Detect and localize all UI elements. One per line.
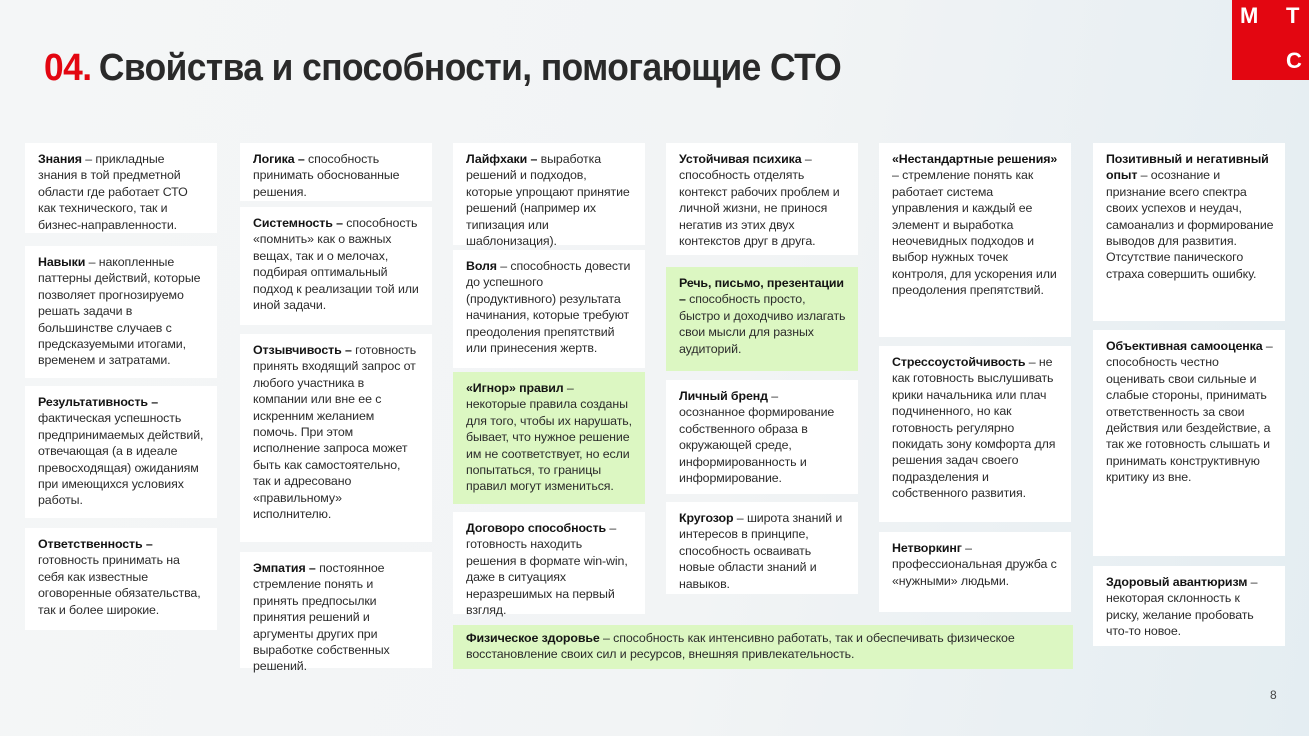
card-term: Стрессоустойчивость	[892, 355, 1026, 369]
card-term: Кругозор	[679, 511, 734, 525]
card-term: «Нестандартные решения»	[892, 152, 1058, 166]
card-term: Навыки	[38, 255, 86, 269]
mts-logo	[1232, 0, 1309, 80]
card-desc: способность честно оценивать свои сильные и слабые стороны, принимать ответственность за свои действия или бездействие, а так же готовность слышать и принимать конструктивную критику из вне.	[1106, 355, 1271, 485]
card-term: Объективная самооценка	[1106, 339, 1263, 353]
card-desc: профессиональная дружба с «нужными» людьми.	[892, 557, 1057, 588]
card-logika	[240, 143, 432, 201]
card-desc: способность просто, быстро и доходчиво излагать свои мысли для разных аудиторий.	[679, 292, 846, 356]
card-fizicheskoe-zdorovye: Физическое здоровье – способность как интенсивно работать, так и обеспечивать физическое восстановление своих сил и ресурсов, внешняя привлекательность.	[453, 625, 1073, 669]
card-term: Воля	[466, 259, 497, 273]
card-otzyvchivost	[240, 334, 432, 542]
card-term: Ответственность –	[38, 537, 153, 551]
card-term: Здоровый авантюризм	[1106, 575, 1248, 589]
card-desc: – готовность находить решения в формате win-win, даже в ситуациях неразрешимых на первый взгляд.	[466, 521, 628, 618]
card-term: Речь, письмо, презентации –	[679, 276, 844, 307]
card-desc: широта знаний и интересов в принципе, способность осваивать новые области знаний и навыков.	[679, 511, 843, 591]
card-desc: осознание и признание всего спектра своих успехов и неудач, самоанализ и формирование выводов для развития. Отсутствие панического страха совершить ошибку.	[1106, 168, 1274, 281]
card-desc: – некоторая склонность к риску, желание пробовать что-то новое.	[1106, 575, 1258, 639]
card-navyki: Навыки – накопленные паттерны действий, которые позволяет прогнозируемо решать задачи в большинстве случаев с предсказуемыми итогами, временем и затратами.	[25, 246, 217, 378]
card-desc: стремление понять как работает система управления и каждый ее элемент и выработка неочевидных подходов и выбор нужных точек контроля, для ускорения или преодоления препятствий.	[892, 168, 1057, 298]
card-term: Знания	[38, 152, 82, 166]
card-term: Логика –	[253, 152, 305, 166]
card-term: Договоро способность	[466, 521, 607, 535]
page-number: 8	[1270, 688, 1277, 702]
card-stressoustoychivost: Стрессоустойчивость – не как готовность выслушивать крики начальника или плач подчиненного, но как готовность регулярно покидать зону комфорта для решения задач своего подразделения и собственного развития.	[879, 346, 1071, 522]
card-ustoychivaya-psikhika: Устойчивая психика – способность отделять контекст рабочих проблем и личной жизни, не принося негатив из этих двух контекстов друг в друга.	[666, 143, 858, 255]
card-desc: способность довести до успешного (продуктивного) результата начинания, которые требуют преодоления препятствий или принесения жертв.	[466, 259, 631, 356]
card-rech-pismo	[666, 267, 858, 371]
card-desc: фактическая успешность предпринимаемых действий, отвечающая (а в идеале превосходящая) ожиданиям при имеющихся условиях работы.	[38, 411, 204, 508]
card-term: Личный бренд	[679, 389, 768, 403]
card-desc: некоторые правила созданы для того, чтобы их нарушать, бывает, что нужное решение им не соответствует, но если попытаться, то границы правил могут измениться.	[466, 397, 632, 494]
card-term: Эмпатия –	[253, 561, 316, 575]
card-znaniya: Знания – прикладные знания в той предметной области где работает СТО как технического, так и бизнес-направленности.	[25, 143, 217, 233]
card-term: Нетворкинг	[892, 541, 962, 555]
card-term: Лайфхаки –	[466, 152, 538, 166]
logo-letter-m: М	[1240, 3, 1259, 28]
card-desc: выработка решений и подходов, которые упрощают принятие решений (например их типизация или шаблонизация).	[466, 152, 630, 249]
card-pozitivnyy-opyt: Позитивный и негативный опыт – осознание и признание всего спектра своих успехов и неудач, самоанализ и формирование выводов для развития. Отсутствие панического страха совершить ошибку.	[1093, 143, 1285, 321]
card-otvetstvennost	[25, 528, 217, 630]
card-term: Системность –	[253, 216, 343, 230]
card-desc: прикладные знания в той предметной области где работает СТО как технического, так и бизнес-направленности.	[38, 152, 188, 232]
title-text: Свойства и способности, помогающие СТО	[98, 47, 842, 89]
logo-letter-s: С	[1286, 48, 1302, 73]
card-nestandartnye-resheniya: «Нестандартные решения» – стремление понять как работает система управления и каждый ее элемент и выработка неочевидных подходов и выбор нужных точек контроля, для ускорения или преодоления препятствий.	[879, 143, 1071, 337]
card-term: Отзывчивость –	[253, 343, 352, 357]
card-desc: не как готовность выслушивать крики начальника или плач подчиненного, но как готовность регулярно покидать зону комфорта для решения задач своего подразделения и собственного развития.	[892, 355, 1056, 501]
card-term: Устойчивая психика	[679, 152, 802, 166]
card-desc: накопленные паттерны действий, которые позволяет прогнозируемо решать задачи в большинстве случаев с предсказуемыми итогами, временем и затратами.	[38, 255, 201, 368]
card-dogovorosposobnost	[453, 512, 645, 618]
card-desc: готовность принять входящий запрос от любого участника в компании или вне ее с искренним желанием помочь. При этом исполнение запроса может быть как самостоятельно, так и адресовано «правильному» исполнителю.	[253, 343, 417, 522]
card-desc: готовность принимать на себя как известные оговоренные обязательства, так и более широкие.	[38, 553, 201, 617]
card-volya: Воля – способность довести до успешного (продуктивного) результата начинания, которые требуют преодоления препятствий или принесения жертв.	[453, 250, 645, 368]
logo-letter-t: Т	[1286, 3, 1300, 28]
card-zdorovyy-avantyurizm	[1093, 566, 1285, 646]
card-lichnyy-brend: Личный бренд – осознанное формирование собственного образа в окружающей среде, информированность и информирование.	[666, 380, 858, 494]
card-netvorking: Нетворкинг – профессиональная дружба с «нужными» людьми.	[879, 532, 1071, 612]
card-term: «Игнор» правил	[466, 381, 564, 395]
card-desc: способность как интенсивно работать, так и обеспечивать физическое восстановление своих сил и ресурсов, внешняя привлекательность.	[466, 631, 1015, 662]
card-term: Результативность –	[38, 395, 159, 409]
card-desc: постоянное стремление понять и принять предпосылки принятия решений и аргументы других при выработке собственных решений.	[253, 561, 390, 674]
section-number: 04.	[44, 47, 92, 89]
card-sistemnost	[240, 207, 432, 325]
card-desc: осознанное формирование собственного образа в окружающей среде, информированность и информирование.	[679, 405, 835, 486]
card-empatiya	[240, 552, 432, 674]
card-obektivnaya-samootsenka: Объективная самооценка – способность честно оценивать свои сильные и слабые стороны, принимать ответственность за свои действия или бездействие, а так же готовность слышать и принимать конструктивную критику из вне.	[1093, 330, 1285, 556]
card-desc: способность отделять контекст рабочих проблем и личной жизни, не принося негатив из этих двух контекстов друг в друга.	[679, 168, 840, 249]
card-ignor-pravil: «Игнор» правил – некоторые правила созданы для того, чтобы их нарушать, бывает, что нужное решение им не соответствует, но если попытаться, то границы правил могут измениться.	[453, 372, 645, 504]
card-term: Физическое здоровье	[466, 631, 600, 645]
card-layfkhaki	[453, 143, 645, 249]
page-title	[44, 44, 841, 92]
card-rezultativnost	[25, 386, 217, 518]
card-term: Позитивный и негативный опыт	[1106, 152, 1269, 183]
card-desc: способность принимать обоснованные решения.	[253, 152, 400, 199]
card-desc: способность «помнить» как о важных вещах, так и о мелочах, подбирая оптимальный подход к реализации той или иной задачи.	[253, 216, 419, 313]
card-krugozor: Кругозор – широта знаний и интересов в принципе, способность осваивать новые области знаний и навыков.	[666, 502, 858, 594]
